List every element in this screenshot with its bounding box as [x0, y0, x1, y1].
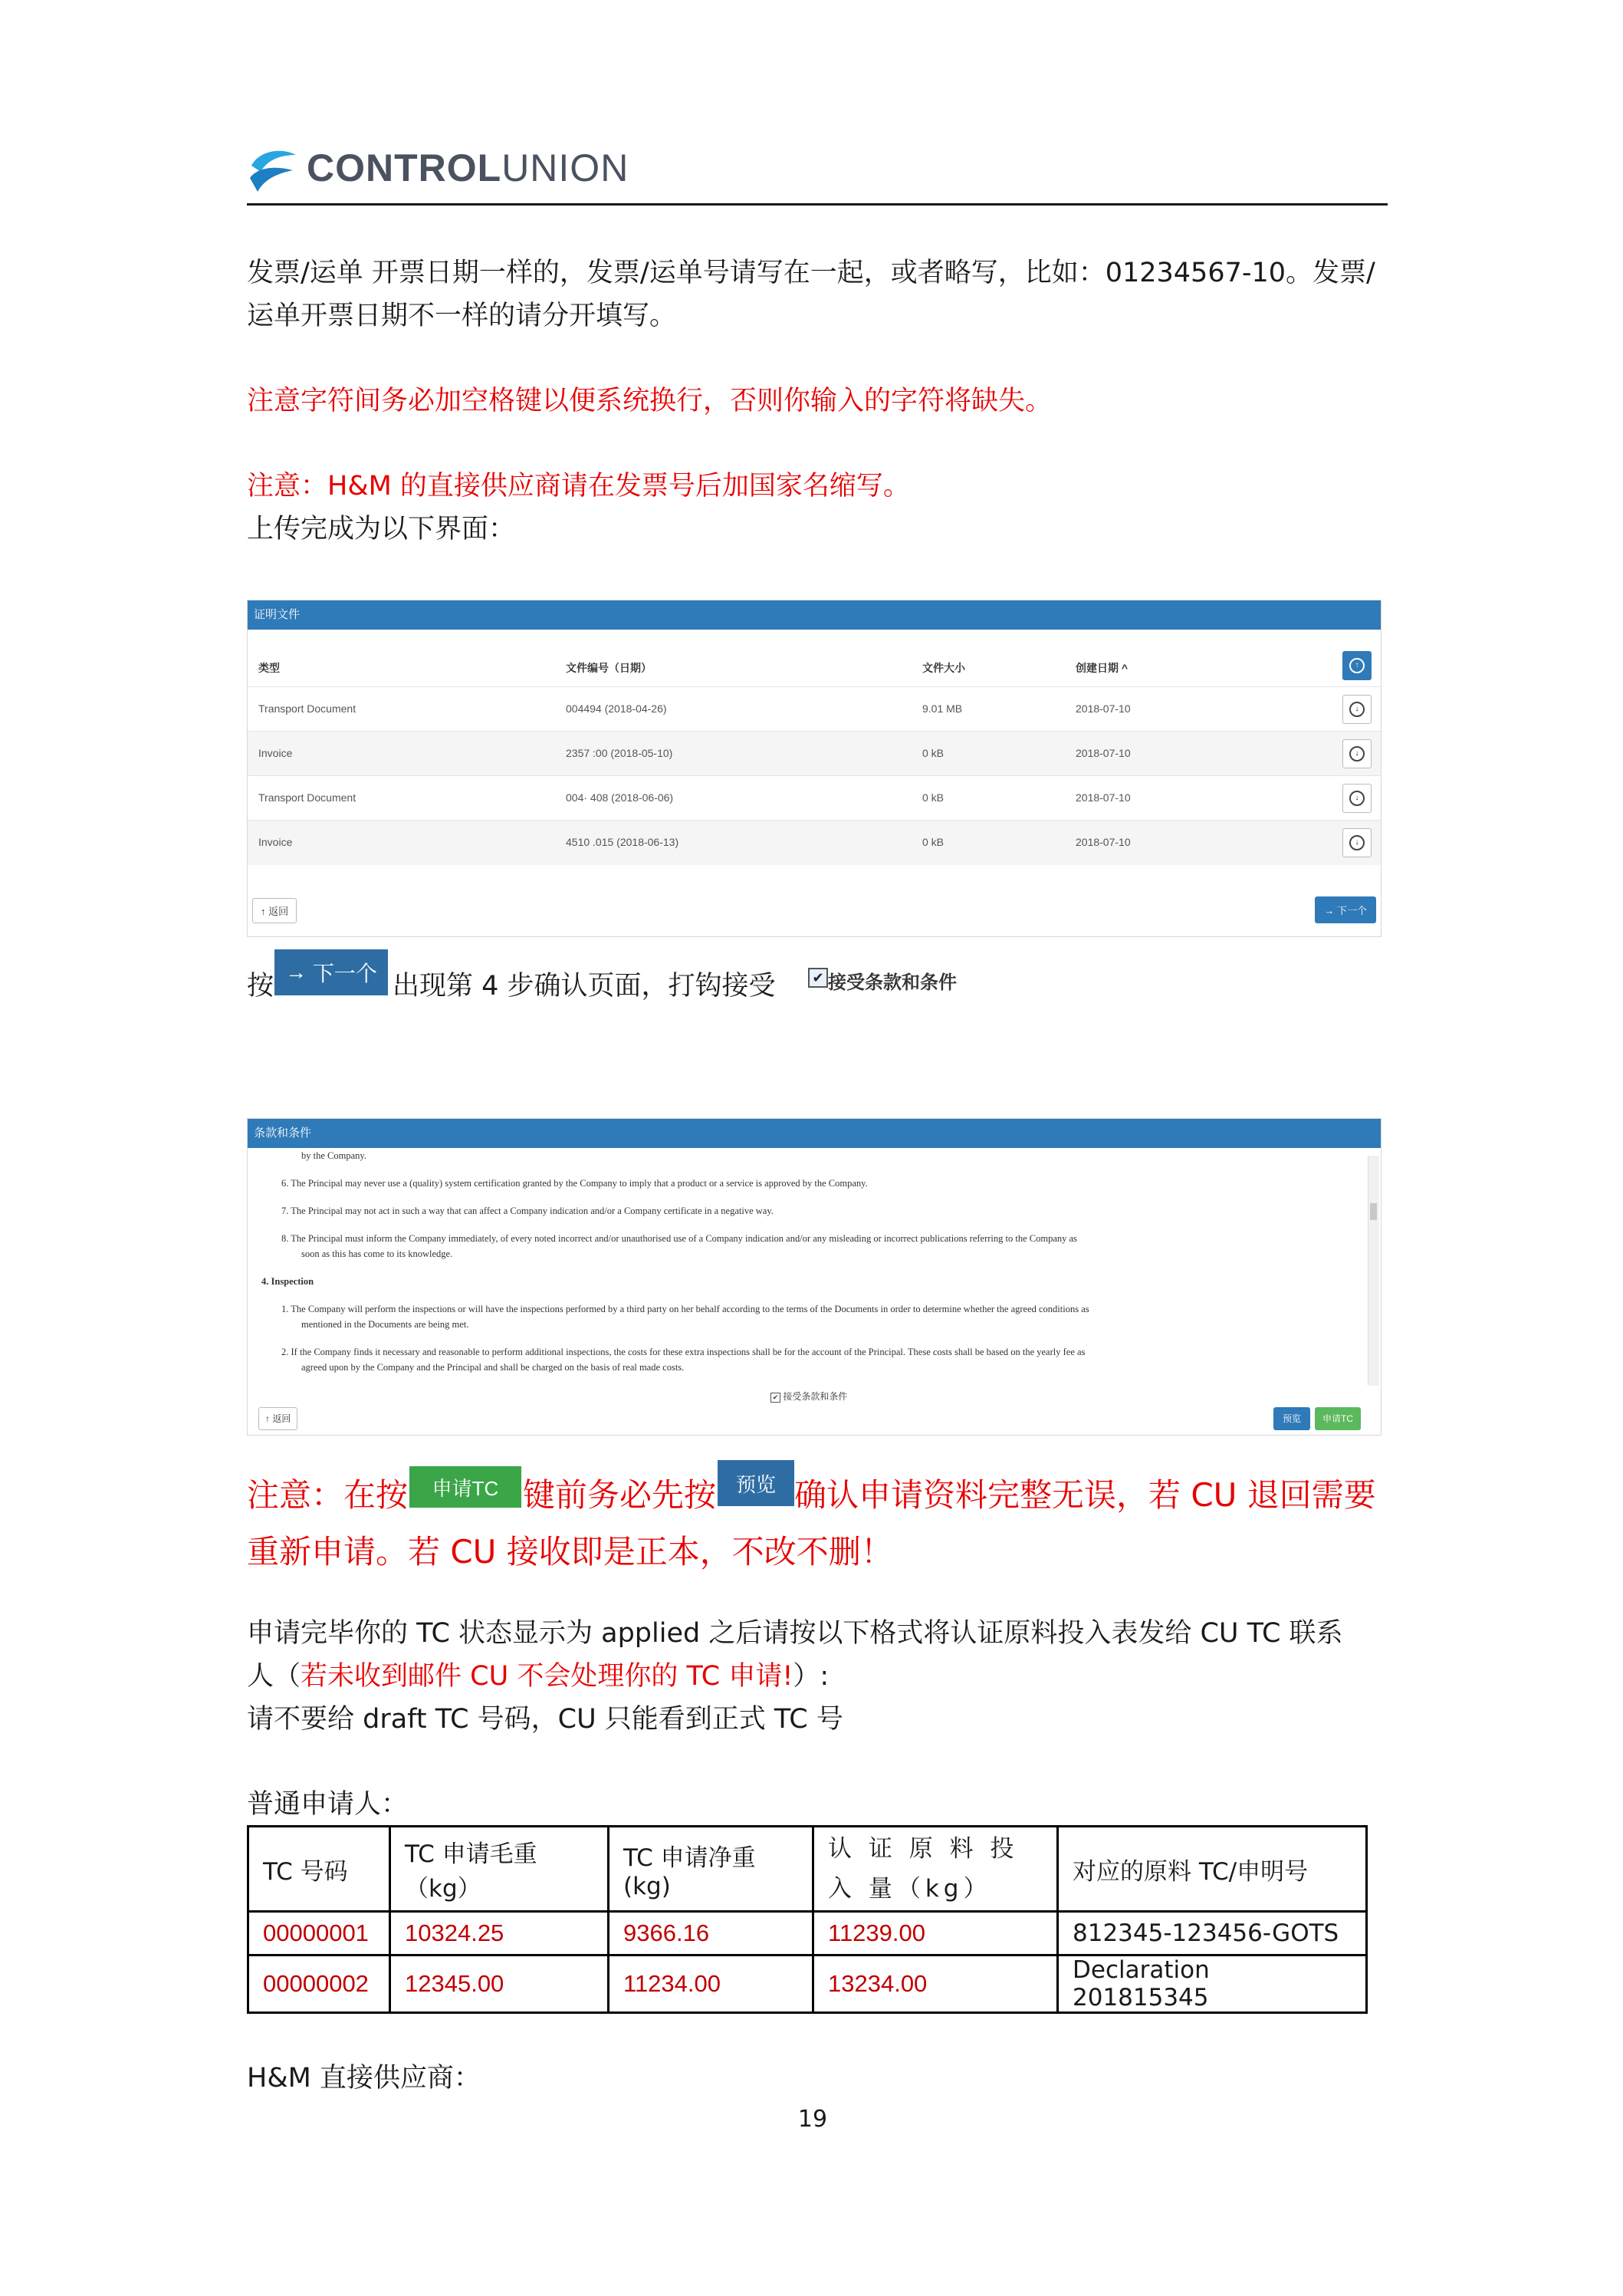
header-input-quantity: 认 证 原 料 投 入 量（kg）	[813, 1827, 1058, 1912]
cell-created: 2018-07-10	[1076, 791, 1131, 804]
cell-size: 9.01 MB	[922, 702, 963, 715]
column-doc-number[interactable]: 文件编号（日期）	[566, 662, 652, 674]
cell-type: Invoice	[258, 747, 293, 759]
download-button[interactable]	[1342, 695, 1372, 724]
header-net-weight: TC 申请净重(kg)	[609, 1827, 813, 1912]
cell-created: 2018-07-10	[1076, 702, 1131, 715]
back-button[interactable]	[252, 898, 297, 923]
terms-line: by the Company.	[301, 1150, 366, 1161]
cell-type: Transport Document	[258, 702, 356, 715]
checkbox-checked-icon: ✔	[808, 968, 828, 988]
download-button[interactable]	[1342, 828, 1372, 857]
cell-input-quantity: 11239.00	[813, 1912, 1058, 1956]
preview-button[interactable]: 预览	[1273, 1407, 1310, 1430]
table-row	[248, 1912, 1367, 1956]
terms-line: 6. The Principal may never use a (quality) system certification granted by the Company to imply that a product or a service is approved by the Company.	[281, 1178, 868, 1189]
apply-tc-button[interactable]: 申请TC	[1315, 1407, 1361, 1430]
download-icon: ↓	[1349, 746, 1365, 761]
arrow-up-icon: ↑	[1349, 658, 1365, 673]
paragraph-invoice-format: 发票/运单 开票日期一样的，发票/运单号请写在一起，或者略写，比如：01234567-10。发票/运单开票日期不一样的请分开填写。	[247, 258, 1375, 331]
cell-number: 004· 408 (2018-06-06)	[566, 791, 674, 804]
cell-size: 0 kB	[922, 836, 945, 848]
paragraph-space-notice: 注意字符间务必加空格键以便系统换行，否则你输入的字符将缺失。	[247, 386, 1053, 416]
column-file-size[interactable]: 文件大小	[922, 662, 965, 674]
paragraph-hm-notice: 注意：H&M 的直接供应商请在发票号后加国家名缩写。	[247, 471, 910, 502]
inline-preview-button: 预览	[718, 1460, 794, 1506]
cell-number: 2357 :00 (2018-05-10)	[566, 747, 673, 759]
cell-tc-number: 00000002	[248, 1956, 390, 2013]
cell-source-tc: 812345-123456-GOTS	[1058, 1912, 1367, 1956]
terms-line: soon as this has come to its knowledge.	[301, 1248, 453, 1259]
next-label: 下一个	[1336, 905, 1367, 916]
header-rule	[247, 203, 1388, 206]
arrow-up-icon: ↑	[261, 906, 266, 917]
accept-terms-label: 接受条款和条件	[828, 972, 957, 993]
cell-type: Transport Document	[258, 791, 356, 804]
after-line2-close: ）:	[793, 1661, 830, 1692]
arrow-up-icon: ↑	[265, 1413, 270, 1424]
step-press-label: 按	[247, 971, 274, 1002]
back-label: 返回	[268, 906, 289, 917]
column-created-date[interactable]: 创建日期 ^	[1076, 662, 1129, 674]
accept-terms-checkbox[interactable]	[770, 1389, 847, 1404]
notice-line2: 重新申请。若 CU 接收即是正本，不改不删！	[247, 1533, 893, 1571]
cell-input-quantity: 13234.00	[813, 1956, 1058, 2013]
after-line2-open: 人（	[247, 1661, 301, 1692]
logo-text: CONTROLUNION	[307, 146, 629, 189]
after-line3: 请不要给 draft TC 号码，CU 只能看到正式 TC 号	[247, 1704, 843, 1735]
table-header-row	[248, 1827, 1367, 1912]
inline-next-button	[274, 949, 388, 995]
terms-panel	[247, 1118, 1382, 1436]
header-tc-number: TC 号码	[248, 1827, 390, 1912]
download-button[interactable]	[1342, 784, 1372, 813]
cell-created: 2018-07-10	[1076, 836, 1131, 848]
applicant-label: 普通申请人：	[247, 1789, 409, 1820]
header-gross-weight: TC 申请毛重（kg）	[390, 1827, 609, 1912]
arrow-right-icon: →	[285, 960, 307, 984]
notice-part3: 确认申请资料完整无误，若 CU 退回需要	[794, 1476, 1376, 1514]
documents-panel-title: 证明文件	[248, 600, 1381, 630]
terms-line: agreed upon by the Company and the Principal and shall be charged on the basis of real made costs.	[301, 1362, 685, 1373]
terms-line: 1. The Company will perform the inspections or will have the inspections performed by a third party on her behalf according to the terms of the Documents in order to determine whether the agreed conditions as	[281, 1304, 1089, 1314]
tc-table	[247, 1825, 1368, 2014]
cell-size: 0 kB	[922, 791, 945, 804]
cell-net-weight: 9366.16	[609, 1912, 813, 1956]
terms-scrollbar[interactable]	[1368, 1156, 1379, 1386]
step-description: 出现第 4 步确认页面，打钩接受	[393, 971, 776, 1002]
terms-panel-title: 条款和条件	[248, 1119, 1381, 1148]
download-icon: ↓	[1349, 835, 1365, 850]
table-row	[248, 820, 1381, 865]
cell-number: 4510 .015 (2018-06-13)	[566, 836, 679, 848]
cell-size: 0 kB	[922, 747, 945, 759]
documents-panel	[247, 600, 1382, 937]
header-source-tc: 对应的原料 TC/申明号	[1058, 1827, 1367, 1912]
hm-supplier-label: H&M 直接供应商：	[247, 2063, 481, 2094]
download-icon: ↓	[1349, 791, 1365, 806]
download-button[interactable]	[1342, 739, 1372, 768]
terms-heading: 4. Inspection	[261, 1276, 314, 1287]
page-number: 19	[797, 2106, 828, 2133]
cell-type: Invoice	[258, 836, 293, 848]
paragraph-upload-done: 上传完成为以下界面：	[247, 514, 516, 544]
column-type[interactable]: 类型	[258, 662, 280, 674]
cell-tc-number: 00000001	[248, 1912, 390, 1956]
notice-part1: 注意：在按	[247, 1476, 409, 1514]
arrow-right-icon: →	[1324, 905, 1335, 916]
terms-line: 8. The Principal must inform the Company immediately, of every noted incorrect and/or unauthorised use of a Company indication and/or any misleading or incorrect publications referring to the Company as	[281, 1233, 1077, 1244]
table-row	[248, 731, 1381, 776]
notice-part2: 键前务必先按	[523, 1476, 717, 1514]
after-line2	[247, 1655, 829, 1698]
cell-gross-weight: 10324.25	[390, 1912, 609, 1956]
back-label: 返回	[272, 1413, 291, 1424]
table-row	[248, 686, 1381, 732]
accept-terms-text: 接受条款和条件	[783, 1391, 848, 1402]
after-line2-warning: 若未收到邮件 CU 不会处理你的 TC 申请!	[301, 1661, 793, 1692]
cell-source-tc: Declaration 201815345	[1058, 1956, 1367, 2013]
terms-line: mentioned in the Documents are being met.	[301, 1319, 469, 1330]
back-button[interactable]	[258, 1407, 297, 1430]
terms-line: 7. The Principal may not act in such a way that can affect a Company indication and/or a Company certificate in a negative way.	[281, 1206, 774, 1216]
after-line1: 申请完毕你的 TC 状态显示为 applied 之后请按以下格式将认证原料投入表发给 CU TC 联系	[247, 1618, 1343, 1649]
cell-number: 004494 (2018-04-26)	[566, 702, 667, 715]
download-icon: ↓	[1349, 702, 1365, 717]
table-row	[248, 1956, 1367, 2013]
inline-apply-tc-button: 申请TC	[409, 1466, 521, 1508]
inline-next-label: 下一个	[312, 962, 377, 985]
cell-created: 2018-07-10	[1076, 747, 1131, 759]
checkbox-checked-icon: ✔	[770, 1393, 780, 1403]
cell-gross-weight: 12345.00	[390, 1956, 609, 2013]
upload-button[interactable]	[1342, 651, 1372, 680]
terms-line: 2. If the Company finds it necessary and reasonable to perform additional inspections, the costs for these extra inspections shall be for the account of the Principal. These costs shall be based on the yearly fee as	[281, 1347, 1086, 1357]
cell-net-weight: 11234.00	[609, 1956, 813, 2013]
control-union-logo-icon	[245, 144, 301, 199]
table-row	[248, 775, 1381, 821]
next-button[interactable]	[1315, 896, 1376, 923]
